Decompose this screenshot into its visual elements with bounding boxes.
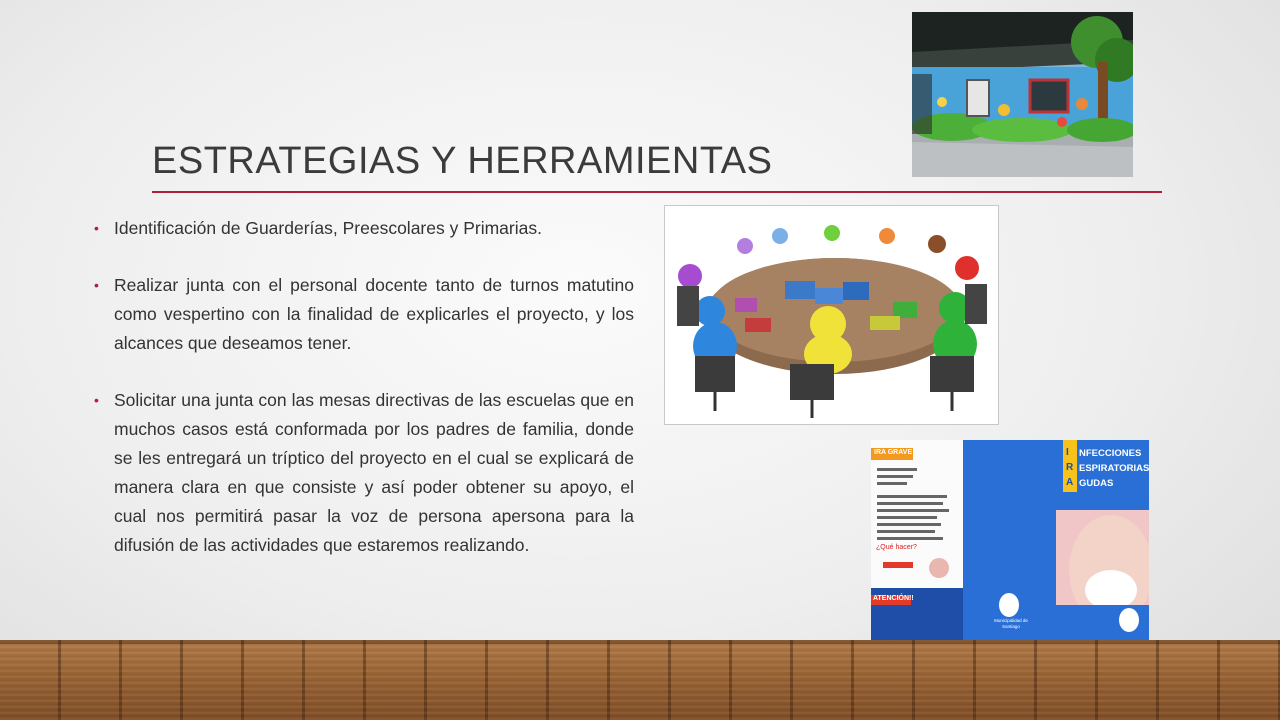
flyer-title <box>1079 446 1149 491</box>
bullet-item <box>94 386 634 560</box>
meeting-puzzle-illustration <box>664 205 999 425</box>
flyer-letter-i: I <box>1066 447 1069 458</box>
bullet-text: Solicitar una junta con las mesas directivas de las escuelas que en muchos casos está conformada por los padres de familia, donde se les entregará un tríptico del proyecto en el cual se explicará de manera clara en que consiste y así poder obtener su apoyo, el cual nos permitirá pasar la voz de persona apersona para la difusión de las actividades que estaremos realizando. <box>114 390 634 555</box>
flyer-title-line: ESPIRATORIAS <box>1079 463 1149 474</box>
ira-flyer-image <box>871 440 1149 647</box>
bullet-list <box>94 214 634 560</box>
floor-edge <box>0 640 1280 644</box>
flyer-letter-r: R <box>1066 462 1074 473</box>
bullet-item <box>94 214 634 243</box>
bullet-text: Identificación de Guarderías, Preescolares y Primarias. <box>114 218 542 238</box>
flyer-logo-text: Municipalidad de Santiago <box>994 618 1028 629</box>
slide-title: ESTRATEGIAS Y HERRAMIENTAS <box>152 140 773 182</box>
flyer-letter-a: A <box>1066 477 1074 488</box>
flyer-left-heading: IRA GRAVE <box>874 449 913 456</box>
flyer-title-line: GUDAS <box>1079 478 1114 489</box>
bullet-dot: • <box>94 277 99 293</box>
bullet-item <box>94 271 634 358</box>
flyer-alert: ATENCIÓN!! <box>873 595 914 602</box>
flyer-title-line: NFECCIONES <box>1079 448 1142 459</box>
bullet-text: Realizar junta con el personal docente tanto de turnos matutino como vespertino con la finalidad de explicarles el proyecto, y los alcances que deseamos tener. <box>114 275 634 353</box>
bullet-dot: • <box>94 220 99 236</box>
bullet-dot: • <box>94 392 99 408</box>
flyer-question: ¿Qué hacer? <box>876 544 917 551</box>
floor-grain <box>0 640 1280 720</box>
school-mural-photo <box>912 12 1133 177</box>
wooden-floor <box>0 640 1280 720</box>
title-underline <box>152 191 1162 193</box>
flyer-ira-letters <box>1066 445 1076 490</box>
